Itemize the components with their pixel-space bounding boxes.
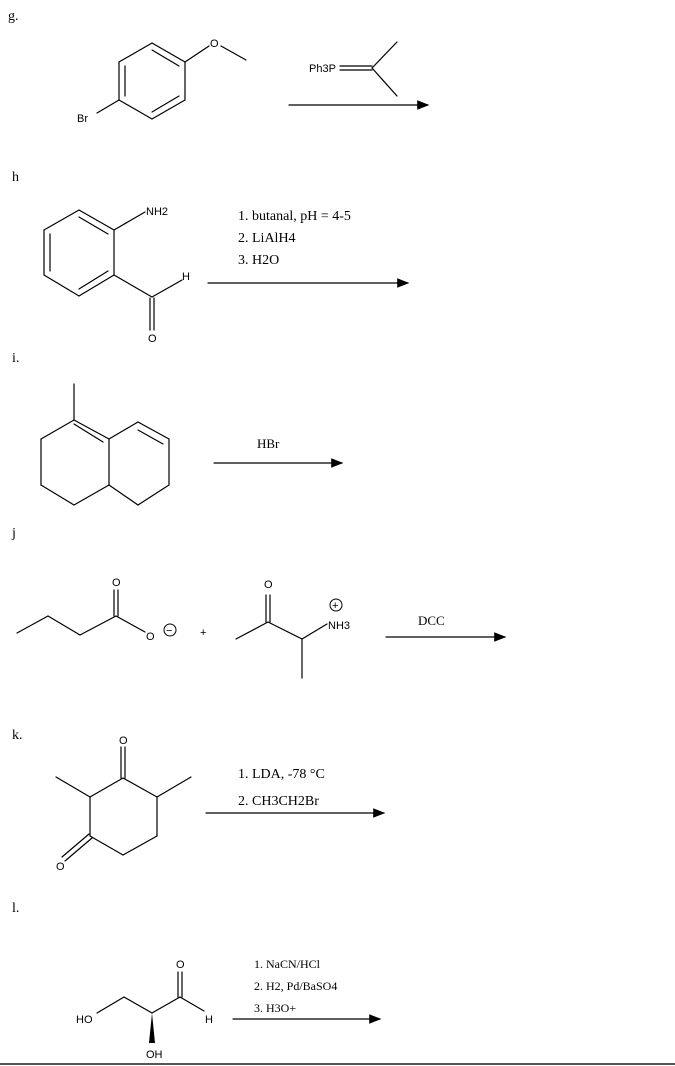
problem-k-structure	[56, 747, 191, 861]
problem-h-amine: NH2	[146, 206, 169, 218]
problem-g-ylide	[309, 42, 397, 96]
problem-i-structure	[41, 384, 169, 505]
problem-j-plus-charge: +	[332, 600, 339, 612]
problem-l-reagent-1: 1. NaCN/HCl	[254, 957, 320, 971]
problem-j-plus: +	[200, 627, 207, 639]
problem-h-reagent-3: 3. H2O	[238, 253, 280, 268]
problem-l-reagent-2: 2. H2, Pd/BaSO4	[254, 979, 338, 993]
problem-h-reagent-2: 2. LiAlH4	[238, 231, 296, 246]
problem-g-oxygen: O	[210, 38, 219, 50]
problem-l-structure	[97, 972, 204, 1043]
problem-l-reagent-3: 3. H3O+	[254, 1001, 297, 1015]
problem-j-minus-sign: −	[166, 625, 173, 637]
problem-l-aldehyde-h: H	[205, 1014, 213, 1026]
problem-l-hydroxyl-ho: HO	[76, 1014, 93, 1026]
problem-g-label: g.	[8, 9, 19, 24]
problem-j-ammonium: NH3	[328, 620, 351, 632]
problem-l-hydroxyl-oh: OH	[146, 1049, 163, 1061]
problem-k-reagent-1: 1. LDA, -78 °C	[238, 767, 325, 782]
problem-j-carbonyl-o1: O	[112, 577, 121, 589]
problem-g-structure	[97, 43, 246, 119]
problem-g-ylide-ph3p: Ph3P	[309, 63, 336, 75]
problem-l-label: l.	[12, 901, 20, 916]
problem-j-reagent: DCC	[418, 613, 445, 628]
problem-j-carbonyl-o3: O	[264, 579, 273, 591]
problem-h-aldehyde-h: H	[182, 271, 190, 283]
problem-h-reagent-1: 1. butanal, pH = 4-5	[238, 209, 351, 224]
problem-l-aldehyde-o: O	[176, 959, 185, 971]
problem-h-aldehyde-o: O	[148, 333, 157, 345]
problem-i-reagent: HBr	[257, 436, 280, 451]
problem-k-carbonyl-bottom: O	[56, 861, 65, 873]
page-bottom-rule	[0, 1063, 675, 1065]
problem-i-label: i.	[12, 351, 20, 366]
problem-k-carbonyl-top: O	[119, 735, 128, 747]
problem-k-reagent-2: 2. CH3CH2Br	[238, 794, 319, 809]
problem-h-structure	[44, 210, 182, 330]
problem-j-ammonium-ketone	[236, 595, 327, 678]
problem-h-label: h	[12, 170, 19, 185]
problem-k-label: k.	[12, 728, 23, 743]
wedge-bond-icon	[149, 1013, 155, 1043]
problem-j-carboxylate	[17, 590, 145, 635]
problem-g-bromine: Br	[77, 113, 88, 125]
problem-j-anion-o: O	[146, 631, 155, 643]
problem-j-label: j	[12, 526, 16, 541]
